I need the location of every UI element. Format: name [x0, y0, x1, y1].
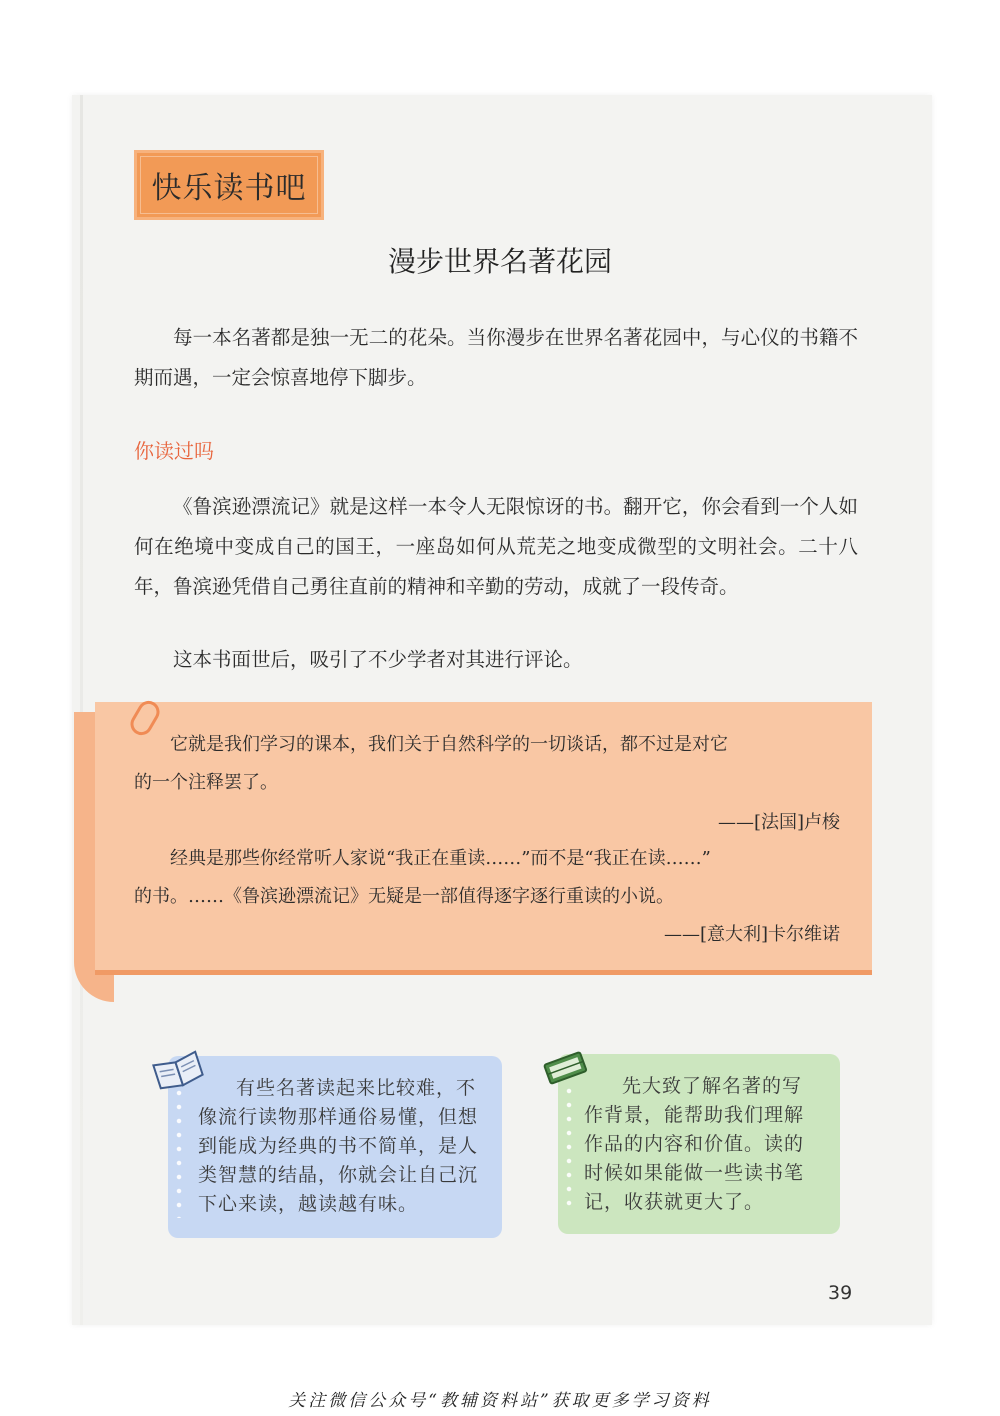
open-book-icon — [152, 1048, 204, 1092]
quote-1-line-1: 它就是我们学习的课本，我们关于自然科学的一切谈话，都不过是对它 — [170, 734, 728, 755]
paragraph-2: 这本书面世后，吸引了不少学者对其进行评论。 — [173, 648, 583, 671]
quote-1-attribution: ——[法国]卢梭 — [717, 812, 840, 833]
note-binding-dots — [176, 1086, 182, 1218]
paragraph-1: 《鲁滨逊漂流记》就是这样一本令人无限惊讶的书。翻开它，你会看到一个人如何在绝境中变成自己的国王，一座岛如何从荒芜之地变成微型的文明社会。二十八年，鲁滨逊凭借自己勇往直前的精神和辛勤的劳动，成就了一段传奇。 — [134, 495, 858, 598]
page-number: 39 — [828, 1282, 853, 1304]
section-badge — [134, 150, 324, 220]
quote-1-line-2: 的一个注释罢了。 — [134, 772, 278, 793]
section-label: 你读过吗 — [134, 439, 214, 463]
quote-2-line-2: 的书。……《鲁滨逊漂流记》无疑是一部值得逐字逐行重读的小说。 — [134, 886, 674, 907]
note-binding-dots — [566, 1084, 572, 1214]
page-title: 漫步世界名著花园 — [387, 245, 612, 278]
quote-2-line-1: 经典是那些你经常听人家说“我正在重读……”而不是“我正在读……” — [170, 848, 711, 869]
quote-2-attribution: ——[意大利]卡尔维诺 — [663, 924, 840, 945]
note-blue-text: 有些名著读起来比较难，不像流行读物那样通俗易懂，但想到能成为经典的书不简单，是人类智慧的结晶，你就会让自己沉下心来读，越读越有味。 — [198, 1077, 479, 1215]
footer-note: 关注微信公众号“教辅资料站”获取更多学习资料 — [288, 1391, 712, 1411]
green-book-icon — [540, 1046, 590, 1088]
intro-paragraph: 每一本名著都是独一无二的花朵。当你漫步在世界名著花园中，与心仪的书籍不期而遇，一定会惊喜地停下脚步。 — [134, 326, 858, 389]
section-badge-label: 快乐读书吧 — [140, 156, 318, 214]
note-green-text: 先大致了解名著的写作背景，能帮助我们理解作品的内容和价值。读的时候如果能做一些读书笔记，收获就更大了。 — [584, 1075, 805, 1213]
note-green — [558, 1054, 840, 1234]
note-blue — [168, 1056, 502, 1238]
